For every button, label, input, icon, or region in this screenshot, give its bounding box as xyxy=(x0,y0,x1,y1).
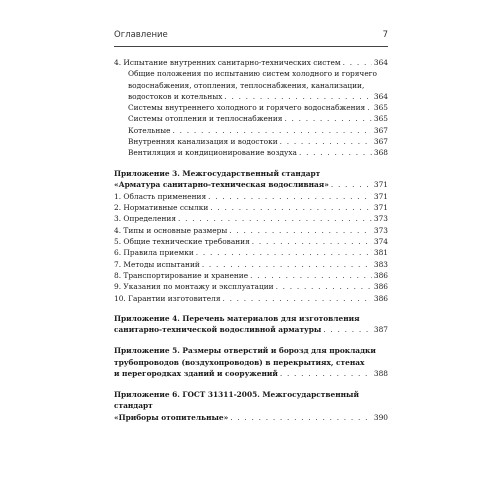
toc-subentry-title: 4. Типы и основные размеры xyxy=(114,225,228,235)
toc-subentry-page: 365 xyxy=(373,114,388,124)
leader-dots xyxy=(250,270,372,281)
leader-dots xyxy=(229,225,372,236)
toc-subentry-ventilation[interactable] xyxy=(114,147,388,158)
toc-subentry-appendix3-8[interactable] xyxy=(114,270,388,281)
leader-dots xyxy=(367,102,372,113)
toc-subentry-appendix3-10[interactable] xyxy=(114,293,388,304)
toc-entry-page: 388 xyxy=(373,369,388,379)
toc-subentry-water-supply[interactable] xyxy=(114,102,388,113)
toc-entry-page: 387 xyxy=(373,325,388,335)
toc-entry-line: трубопроводов (воздухопроводов) в перекрытиях, стенах xyxy=(114,357,365,367)
leader-dots xyxy=(210,202,372,213)
toc-subentry-page: 373 xyxy=(373,225,388,235)
toc-subentry-page: 365 xyxy=(373,103,388,113)
toc-entry-page: 364 xyxy=(373,58,388,67)
toc-subentry-appendix3-1[interactable] xyxy=(114,191,388,202)
header-rule xyxy=(114,46,388,47)
toc-subentry-title: 3. Определения xyxy=(114,214,176,224)
spacer xyxy=(114,304,388,313)
toc-subentry-appendix3-3[interactable] xyxy=(114,213,388,224)
toc-entry-appendix-4[interactable] xyxy=(114,313,388,336)
toc-subentry-appendix3-5[interactable] xyxy=(114,236,388,247)
toc-subentry-page: 386 xyxy=(373,282,388,292)
toc-subentry-title: 6. Правила приемки xyxy=(114,248,194,258)
toc-subentry-heating[interactable] xyxy=(114,113,388,124)
toc-subentry-title: 9. Указания по монтажу и эксплуатации xyxy=(114,282,274,292)
leader-dots xyxy=(230,412,372,424)
toc-subentry-title: 10. Гарантии изготовителя xyxy=(114,293,221,303)
spacer xyxy=(114,380,388,389)
table-of-contents xyxy=(114,57,388,424)
toc-subentry-title: Внутренняя канализация и водостоки xyxy=(128,137,278,147)
leader-dots xyxy=(276,281,372,292)
running-header xyxy=(114,30,388,44)
toc-subentry-title: Котельные xyxy=(128,125,171,135)
toc-entry-section-4[interactable] xyxy=(114,57,388,68)
toc-entry-title: «Арматура санитарно-техническая водосливная» xyxy=(114,180,329,190)
toc-entry-page: 371 xyxy=(373,180,388,190)
toc-subentry-title: Вентиляция и кондиционирование воздуха xyxy=(128,148,297,158)
leader-dots xyxy=(280,136,372,147)
toc-subentry-page: 381 xyxy=(373,248,388,258)
leader-dots xyxy=(299,147,372,158)
toc-subentry-appendix3-9[interactable] xyxy=(114,281,388,292)
leader-dots xyxy=(252,236,372,247)
toc-subentry-sewerage[interactable] xyxy=(114,136,388,147)
toc-subentry-appendix3-7[interactable] xyxy=(114,259,388,270)
toc-entry-title: и перегородках зданий и сооружений xyxy=(114,369,278,379)
toc-subentry-appendix3-4[interactable] xyxy=(114,225,388,236)
toc-subentry-page: 371 xyxy=(373,191,388,201)
toc-subentry-page: 386 xyxy=(373,270,388,280)
spacer xyxy=(114,159,388,168)
toc-entry-line: Приложение 3. Межгосударственный стандарт xyxy=(114,168,321,178)
toc-entry-line: Приложение 5. Размеры отверстий и борозд для прокладки xyxy=(114,346,376,356)
leader-dots xyxy=(224,91,372,102)
toc-subentry-title: водостоков и котельных xyxy=(128,91,223,101)
leader-dots xyxy=(343,57,372,68)
toc-subentry-page: 367 xyxy=(373,125,388,135)
leader-dots xyxy=(196,247,372,258)
toc-subentry-page: 383 xyxy=(373,259,388,269)
leader-dots xyxy=(202,259,372,270)
toc-entry-page: 390 xyxy=(373,412,388,422)
toc-subentry-page: 368 xyxy=(373,148,388,158)
leader-dots xyxy=(284,113,371,124)
toc-subentry-title: 1. Область применения xyxy=(114,191,207,201)
toc-subentry-line: водоснабжения, отопления, теплоснабжения, канализации, xyxy=(128,80,365,90)
toc-subentry-title: 8. Транспортирование и хранение xyxy=(114,270,249,280)
toc-entry-appendix-3[interactable] xyxy=(114,168,388,191)
toc-subentry-page: 386 xyxy=(373,293,388,303)
toc-subentry-page: 371 xyxy=(373,203,388,213)
toc-subentry-title: 7. Методы испытаний xyxy=(114,259,200,269)
toc-subentry-page: 374 xyxy=(373,237,388,247)
toc-subentry-appendix3-6[interactable] xyxy=(114,247,388,258)
toc-entry-title: санитарно-технической водосливной арматуры xyxy=(114,325,322,335)
leader-dots xyxy=(331,179,372,191)
leader-dots xyxy=(208,191,372,202)
leader-dots xyxy=(173,125,372,136)
spacer xyxy=(114,336,388,345)
toc-subentry-line: Общие положения по испытанию систем холодного и горячего xyxy=(128,69,378,79)
leader-dots xyxy=(280,368,372,380)
page-number: 7 xyxy=(382,30,388,40)
toc-subentry-page: 364 xyxy=(373,91,388,101)
toc-subentry-page: 367 xyxy=(373,137,388,147)
toc-entry-appendix-5[interactable] xyxy=(114,345,388,380)
toc-subentry-title: 5. Общие технические требования xyxy=(114,237,250,247)
toc-subentry-title: Системы внутреннего холодного и горячего водоснабжения xyxy=(128,103,366,113)
toc-entry-title: «Приборы отопительные» xyxy=(114,412,229,422)
toc-subentry-boilers[interactable] xyxy=(114,125,388,136)
leader-dots xyxy=(222,293,371,304)
leader-dots xyxy=(323,324,372,336)
leader-dots xyxy=(178,213,372,224)
toc-subentry-appendix3-2[interactable] xyxy=(114,202,388,213)
toc-entry-title: 4. Испытание внутренних санитарно-технических систем xyxy=(114,58,341,67)
toc-entry-line: Приложение 6. ГОСТ 31311-2005. Межгосударственный стандарт xyxy=(114,389,359,411)
toc-subentry-title: 2. Нормативные ссылки xyxy=(114,203,209,213)
toc-entry-line: Приложение 4. Перечень материалов для изготовления xyxy=(114,313,360,323)
toc-entry-appendix-6[interactable] xyxy=(114,389,388,424)
toc-subentry-general[interactable] xyxy=(114,68,388,102)
toc-subentry-title: Системы отопления и теплоснабжения xyxy=(128,114,283,124)
toc-subentry-page: 373 xyxy=(373,214,388,224)
running-header-title: Оглавление xyxy=(114,30,168,40)
